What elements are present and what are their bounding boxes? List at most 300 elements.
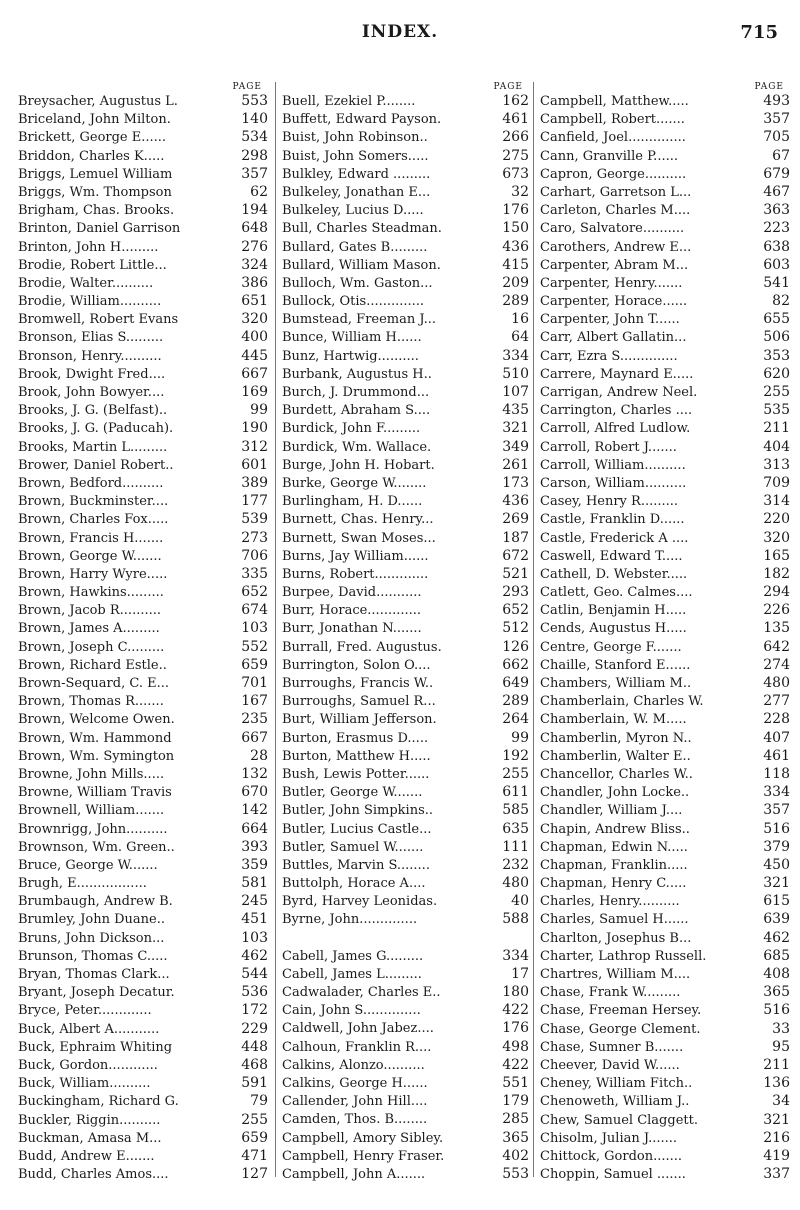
entry-page: 182 <box>763 565 790 582</box>
entry-page: 264 <box>502 711 529 728</box>
entry-page: 659 <box>241 656 268 673</box>
index-entry <box>540 1038 790 1056</box>
index-entry <box>282 820 529 838</box>
entry-page: 553 <box>241 93 268 109</box>
entry-page: 28 <box>250 747 268 764</box>
entry-name: Butler, Samuel W....... <box>282 839 424 855</box>
entry-page: 32 <box>511 183 529 200</box>
index-entry <box>282 292 529 310</box>
entry-name: Byrne, John.............. <box>282 912 418 928</box>
entry-page: 349 <box>502 438 529 455</box>
entry-page: 235 <box>241 711 268 728</box>
index-entry <box>282 1147 529 1165</box>
entry-page: 462 <box>241 947 268 964</box>
index-entry <box>18 1038 268 1056</box>
entry-name: Chew, Samuel Claggett. <box>540 1112 698 1128</box>
index-entry <box>540 456 790 474</box>
entry-name: Chaille, Stanford E...... <box>540 657 691 673</box>
index-entry <box>18 947 268 965</box>
entry-page: 353 <box>763 347 790 364</box>
entry-page: 521 <box>502 565 529 582</box>
entry-name: Carothers, Andrew E... <box>540 239 692 255</box>
index-entry <box>282 547 529 565</box>
entry-page: 659 <box>241 1129 268 1146</box>
entry-page: 192 <box>502 747 529 764</box>
entry-name: Brown, Bedford.......... <box>18 475 164 491</box>
index-entry <box>18 510 268 528</box>
entry-page: 400 <box>241 329 268 346</box>
index-entry <box>540 274 790 292</box>
entry-name: Breysacher, Augustus L. <box>18 94 178 109</box>
entry-page: 127 <box>241 1166 268 1183</box>
entry-name: Brown-Sequard, C. E... <box>18 676 169 691</box>
index-entry <box>540 365 790 383</box>
entry-page: 480 <box>763 675 790 691</box>
entry-name: Buell, Ezekiel P........ <box>282 94 416 109</box>
entry-page: 635 <box>502 820 529 837</box>
index-entry <box>282 183 529 201</box>
index-entry <box>282 201 529 219</box>
entry-page: 255 <box>241 1111 268 1128</box>
entry-name: Brickett, George E...... <box>18 130 167 146</box>
entry-page: 135 <box>763 620 790 637</box>
entry-name: Campbell, Matthew..... <box>540 94 689 109</box>
entry-page: 672 <box>502 547 529 564</box>
index-entry <box>282 729 529 747</box>
entry-page: 275 <box>502 147 529 164</box>
page-title: INDEX. <box>361 22 439 42</box>
index-entry <box>18 765 268 783</box>
entry-name: Burrington, Solon O.... <box>282 657 431 673</box>
entry-page: 334 <box>502 347 529 364</box>
index-entry <box>540 565 790 583</box>
entry-page: 553 <box>502 1165 529 1182</box>
index-entry <box>282 510 529 528</box>
entry-page: 173 <box>502 474 529 491</box>
entry-page: 273 <box>241 529 268 546</box>
entry-page: 64 <box>511 329 529 346</box>
entry-name: Buck, William.......... <box>18 1076 151 1092</box>
entry-page: 493 <box>763 93 790 109</box>
entry-name: Brown, Charles Fox..... <box>18 512 169 528</box>
entry-page: 450 <box>763 856 790 873</box>
index-entry <box>540 656 790 674</box>
entry-page: 132 <box>241 765 268 782</box>
entry-name: Brodie, William.......... <box>18 294 162 310</box>
index-entry <box>18 910 268 928</box>
entry-name: Bullard, Gates B......... <box>282 239 428 255</box>
entry-name: Chapin, Andrew Bliss.. <box>540 821 690 837</box>
entry-page: 293 <box>502 584 529 601</box>
entry-name: Charlton, Josephus B... <box>540 930 692 946</box>
entry-name: Buttolph, Horace A.... <box>282 876 426 892</box>
entry-page: 176 <box>502 1020 529 1037</box>
entry-page: 274 <box>763 656 790 673</box>
entry-name: Burns, Robert............. <box>282 566 429 582</box>
index-entry <box>282 638 529 656</box>
entry-page: 701 <box>241 675 268 691</box>
entry-page: 652 <box>502 602 529 619</box>
entry-page: 298 <box>241 147 268 164</box>
entry-name: Brower, Daniel Robert.. <box>18 457 174 473</box>
index-entry <box>540 710 790 728</box>
entry-page: 679 <box>763 165 790 182</box>
entry-name: Brown, Wm. Hammond <box>18 730 172 746</box>
entry-name: Burpee, David........... <box>282 585 422 601</box>
entry-page: 321 <box>502 420 529 437</box>
index-entry <box>18 747 268 765</box>
entry-page: 551 <box>502 1074 529 1091</box>
index-entry <box>540 219 790 237</box>
entry-page: 365 <box>502 1129 529 1146</box>
entry-page: 512 <box>502 620 529 637</box>
page-header <box>0 22 800 52</box>
entry-name: Chartres, William M.... <box>540 967 691 982</box>
entry-name: Cends, Augustus H..... <box>540 621 687 637</box>
entry-page: 261 <box>502 456 529 473</box>
entry-page: 655 <box>763 311 790 328</box>
index-entry <box>540 1111 790 1129</box>
entry-name: Burr, Jonathan N....... <box>282 621 422 637</box>
entry-name: Cadwalader, Charles E.. <box>282 985 441 1000</box>
entry-page: 216 <box>763 1129 790 1146</box>
entry-page: 276 <box>241 238 268 255</box>
index-entry <box>18 419 268 437</box>
index-entry <box>282 529 529 547</box>
entry-name: Bryan, Thomas Clark... <box>18 967 170 982</box>
entry-name: Buckler, Riggin.......... <box>18 1112 161 1128</box>
entry-name: Caro, Salvatore.......... <box>540 221 685 237</box>
index-entry <box>282 401 529 419</box>
index-entry <box>18 1001 268 1019</box>
index-entry <box>18 820 268 838</box>
entry-name: Brown, Thomas R....... <box>18 694 164 710</box>
entry-name: Capron, George.......... <box>540 166 687 182</box>
entry-page: 111 <box>502 838 529 855</box>
index-entry <box>18 1165 268 1183</box>
index-entry <box>18 238 268 256</box>
entry-page: 245 <box>241 893 268 910</box>
entry-name: Buttles, Marvin S........ <box>282 857 430 873</box>
entry-page: 357 <box>241 165 268 182</box>
index-entry <box>18 474 268 492</box>
index-entry <box>282 874 529 892</box>
entry-page: 601 <box>241 456 268 473</box>
index-entry <box>282 1165 529 1183</box>
entry-page: 581 <box>241 875 268 892</box>
index-entry <box>540 910 790 928</box>
entry-page: 165 <box>763 547 790 564</box>
index-entry <box>540 892 790 910</box>
entry-name: Brown, Richard Estle.. <box>18 657 167 673</box>
entry-page: 615 <box>763 893 790 910</box>
entry-name: Burdick, Wm. Wallace. <box>282 439 432 455</box>
entry-name: Brumbaugh, Andrew B. <box>18 894 173 910</box>
entry-page: 209 <box>502 274 529 291</box>
entry-name: Buck, Albert A........... <box>18 1021 160 1037</box>
entry-name: Brooks, J. G. (Belfast).. <box>18 403 168 419</box>
index-entry <box>282 856 529 874</box>
index-entry <box>282 438 529 456</box>
entry-page: 150 <box>502 220 529 237</box>
index-entry <box>540 583 790 601</box>
index-entry <box>282 1056 529 1074</box>
entry-name: Budd, Andrew E....... <box>18 1148 155 1164</box>
index-entry <box>282 1110 529 1128</box>
entry-page: 673 <box>502 165 529 182</box>
entry-page: 334 <box>502 947 529 964</box>
entry-page: 285 <box>502 1111 529 1128</box>
index-entry <box>282 274 529 292</box>
entry-name: Brown, Jacob R.......... <box>18 603 161 619</box>
entry-page: 226 <box>763 602 790 619</box>
entry-page: 126 <box>502 638 529 655</box>
entry-page: 435 <box>502 402 529 419</box>
entry-page: 320 <box>763 529 790 546</box>
index-entry <box>282 92 529 110</box>
entry-name: Brodie, Walter.......... <box>18 275 154 291</box>
entry-name: Burke, George W........ <box>282 475 427 491</box>
entry-page: 177 <box>241 493 268 510</box>
entry-page: 451 <box>241 911 268 928</box>
index-entry <box>540 820 790 838</box>
entry-name: Burge, John H. Hobart. <box>282 457 435 473</box>
entry-page: 363 <box>763 202 790 219</box>
entry-name: Burton, Erasmus D..... <box>282 730 429 746</box>
entry-page: 516 <box>763 820 790 837</box>
entry-name: Carrigan, Andrew Neel. <box>540 385 698 400</box>
entry-page: 40 <box>511 893 529 910</box>
entry-page: 685 <box>763 947 790 964</box>
entry-name: Catlin, Benjamin H..... <box>540 603 687 619</box>
index-entry <box>18 1056 268 1074</box>
entry-page: 652 <box>241 584 268 601</box>
entry-name: Chancellor, Charles W.. <box>540 766 693 782</box>
index-entry <box>18 547 268 565</box>
index-entry <box>282 801 529 819</box>
index-entry <box>540 547 790 565</box>
entry-page: 603 <box>763 256 790 273</box>
entry-name: Carson, William.......... <box>540 475 687 491</box>
index-entry <box>282 892 529 910</box>
entry-page: 289 <box>502 293 529 310</box>
entry-name: Bryant, Joseph Decatur. <box>18 985 175 1001</box>
entry-page: 34 <box>772 1093 790 1110</box>
index-entry <box>282 165 529 183</box>
index-entry <box>18 638 268 656</box>
entry-name: Cabell, James L......... <box>282 966 422 982</box>
entry-name: Chase, Freeman Hersey. <box>540 1003 702 1019</box>
entry-page: 667 <box>241 365 268 382</box>
index-entry <box>18 529 268 547</box>
index-entry <box>18 128 268 146</box>
entry-name: Burroughs, Samuel R... <box>282 694 436 710</box>
index-entry <box>540 328 790 346</box>
index-entry <box>540 874 790 892</box>
entry-page: 266 <box>502 129 529 146</box>
index-entry <box>282 238 529 256</box>
entry-page: 321 <box>763 1111 790 1128</box>
index-entry <box>18 1111 268 1129</box>
entry-name: Choppin, Samuel ....... <box>540 1167 686 1183</box>
entry-name: Browne, John Mills..... <box>18 766 165 782</box>
entry-page: 176 <box>502 202 529 219</box>
entry-page: 294 <box>763 584 790 601</box>
entry-name: Campbell, Robert....... <box>540 112 685 128</box>
index-entry <box>282 310 529 328</box>
entry-page: 187 <box>502 529 529 546</box>
entry-page: 313 <box>763 456 790 473</box>
entry-page: 649 <box>502 675 529 691</box>
index-entry <box>540 438 790 456</box>
index-entry <box>18 929 268 947</box>
entry-page: 534 <box>241 129 268 146</box>
entry-name: Canfield, Joel.............. <box>540 130 686 146</box>
entry-name: Briggs, Wm. Thompson <box>18 184 172 200</box>
index-entry <box>540 638 790 656</box>
index-entry <box>282 128 529 146</box>
entry-name: Cathell, D. Webster..... <box>540 566 688 582</box>
entry-name: Bronson, Elias S......... <box>18 330 164 346</box>
entry-name: Brownson, Wm. Green.. <box>18 839 175 855</box>
entry-name: Burrall, Fred. Augustus. <box>282 639 442 655</box>
entry-page: 269 <box>502 511 529 528</box>
entry-name: Burlingham, H. D...... <box>282 494 423 510</box>
entry-name: Chamberlin, Walter E.. <box>540 748 691 764</box>
entry-name: Charles, Henry.......... <box>540 894 680 910</box>
entry-page: 389 <box>241 474 268 491</box>
entry-page: 232 <box>502 856 529 873</box>
entry-name: Chambers, William M.. <box>540 676 692 691</box>
entry-page: 169 <box>241 384 268 400</box>
entry-name: Buck, Gordon............ <box>18 1057 158 1073</box>
entry-name: Buist, John Robinson.. <box>282 130 428 146</box>
entry-page: 667 <box>241 729 268 746</box>
index-entry <box>540 165 790 183</box>
index-entry <box>540 128 790 146</box>
entry-page: 99 <box>250 402 268 419</box>
entry-name: Burdick, John F......... <box>282 421 421 437</box>
entry-name: Bromwell, Robert Evans <box>18 312 179 328</box>
index-entry <box>540 838 790 856</box>
index-entry <box>282 710 529 728</box>
entry-name: Campbell, Amory Sibley. <box>282 1130 444 1146</box>
index-entry <box>18 383 268 401</box>
entry-name: Carhart, Garretson L... <box>540 184 692 200</box>
entry-page: 180 <box>502 984 529 1000</box>
entry-name: Chandler, William J.... <box>540 803 683 819</box>
entry-name: Calkins, George H...... <box>282 1075 428 1091</box>
entry-page: 194 <box>241 202 268 219</box>
index-entry <box>18 274 268 292</box>
index-entry <box>540 947 790 965</box>
entry-name: Buckman, Amasa M... <box>18 1130 162 1146</box>
entry-name: Bull, Charles Steadman. <box>282 221 442 237</box>
index-entry <box>540 238 790 256</box>
index-entry <box>540 183 790 201</box>
entry-page: 67 <box>772 147 790 164</box>
entry-page: 337 <box>763 1166 790 1183</box>
entry-page: 404 <box>763 438 790 455</box>
entry-name: Bruns, John Dickson... <box>18 930 165 946</box>
entry-name: Carroll, William.......... <box>540 457 686 473</box>
entry-page: 706 <box>241 547 268 564</box>
entry-name: Carleton, Charles M.... <box>540 203 691 219</box>
entry-page: 436 <box>502 493 529 510</box>
entry-page: 179 <box>502 1093 529 1110</box>
index-entry <box>282 947 529 965</box>
index-entry <box>282 583 529 601</box>
entry-page: 498 <box>502 1038 529 1055</box>
entry-name: Charter, Lathrop Russell. <box>540 948 707 964</box>
entry-page: 480 <box>502 875 529 892</box>
entry-page: 422 <box>502 1056 529 1073</box>
entry-page: 255 <box>502 765 529 782</box>
index-entry <box>282 656 529 674</box>
index-entry <box>540 510 790 528</box>
index-entry <box>540 292 790 310</box>
entry-name: Butler, John Simpkins.. <box>282 803 434 819</box>
index-entry <box>18 492 268 510</box>
entry-page: 674 <box>241 602 268 619</box>
entry-name: Cabell, James G......... <box>282 948 424 964</box>
index-entry <box>540 110 790 128</box>
index-entry <box>18 729 268 747</box>
index-entry <box>282 492 529 510</box>
entry-name: Briddon, Charles K..... <box>18 148 165 164</box>
entry-name: Brown, Welcome Owen. <box>18 712 175 728</box>
entry-name: Cheever, David W...... <box>540 1057 680 1073</box>
index-entry <box>18 365 268 383</box>
entry-page: 506 <box>763 329 790 346</box>
entry-name: Brooks, J. G. (Paducah). <box>18 421 174 437</box>
index-entry <box>18 1092 268 1110</box>
entry-page: 314 <box>763 493 790 510</box>
index-column-2 <box>275 82 529 1182</box>
index-entry <box>18 201 268 219</box>
index-entry <box>18 838 268 856</box>
entry-name: Burroughs, Francis W.. <box>282 676 434 691</box>
index-entry <box>540 674 790 692</box>
entry-page: 648 <box>241 220 268 237</box>
entry-page: 670 <box>241 784 268 801</box>
entry-page: 611 <box>502 784 529 801</box>
entry-name: Bullock, Otis.............. <box>282 294 425 310</box>
entry-name: Buckingham, Richard G. <box>18 1094 179 1110</box>
entry-page: 136 <box>763 1075 790 1092</box>
index-entry <box>282 965 529 983</box>
index-entry <box>540 401 790 419</box>
entry-name: Bronson, Henry.......... <box>18 348 162 364</box>
index-entry <box>18 183 268 201</box>
index-entry <box>282 474 529 492</box>
index-entry <box>18 347 268 365</box>
index-entry <box>282 765 529 783</box>
entry-name: Buist, John Somers..... <box>282 148 429 164</box>
entry-name: Brown, Harry Wyre..... <box>18 566 168 582</box>
index-entry <box>540 692 790 710</box>
entry-name: Carr, Albert Gallatin... <box>540 330 687 346</box>
index-entry <box>282 110 529 128</box>
entry-page: 82 <box>772 293 790 310</box>
index-entry <box>18 456 268 474</box>
entry-page: 448 <box>241 1038 268 1055</box>
index-entry <box>282 983 529 1001</box>
entry-page: 639 <box>763 911 790 928</box>
index-column-3 <box>533 82 790 1183</box>
entry-name: Briggs, Lemuel William <box>18 166 173 182</box>
entry-page: 223 <box>763 220 790 237</box>
